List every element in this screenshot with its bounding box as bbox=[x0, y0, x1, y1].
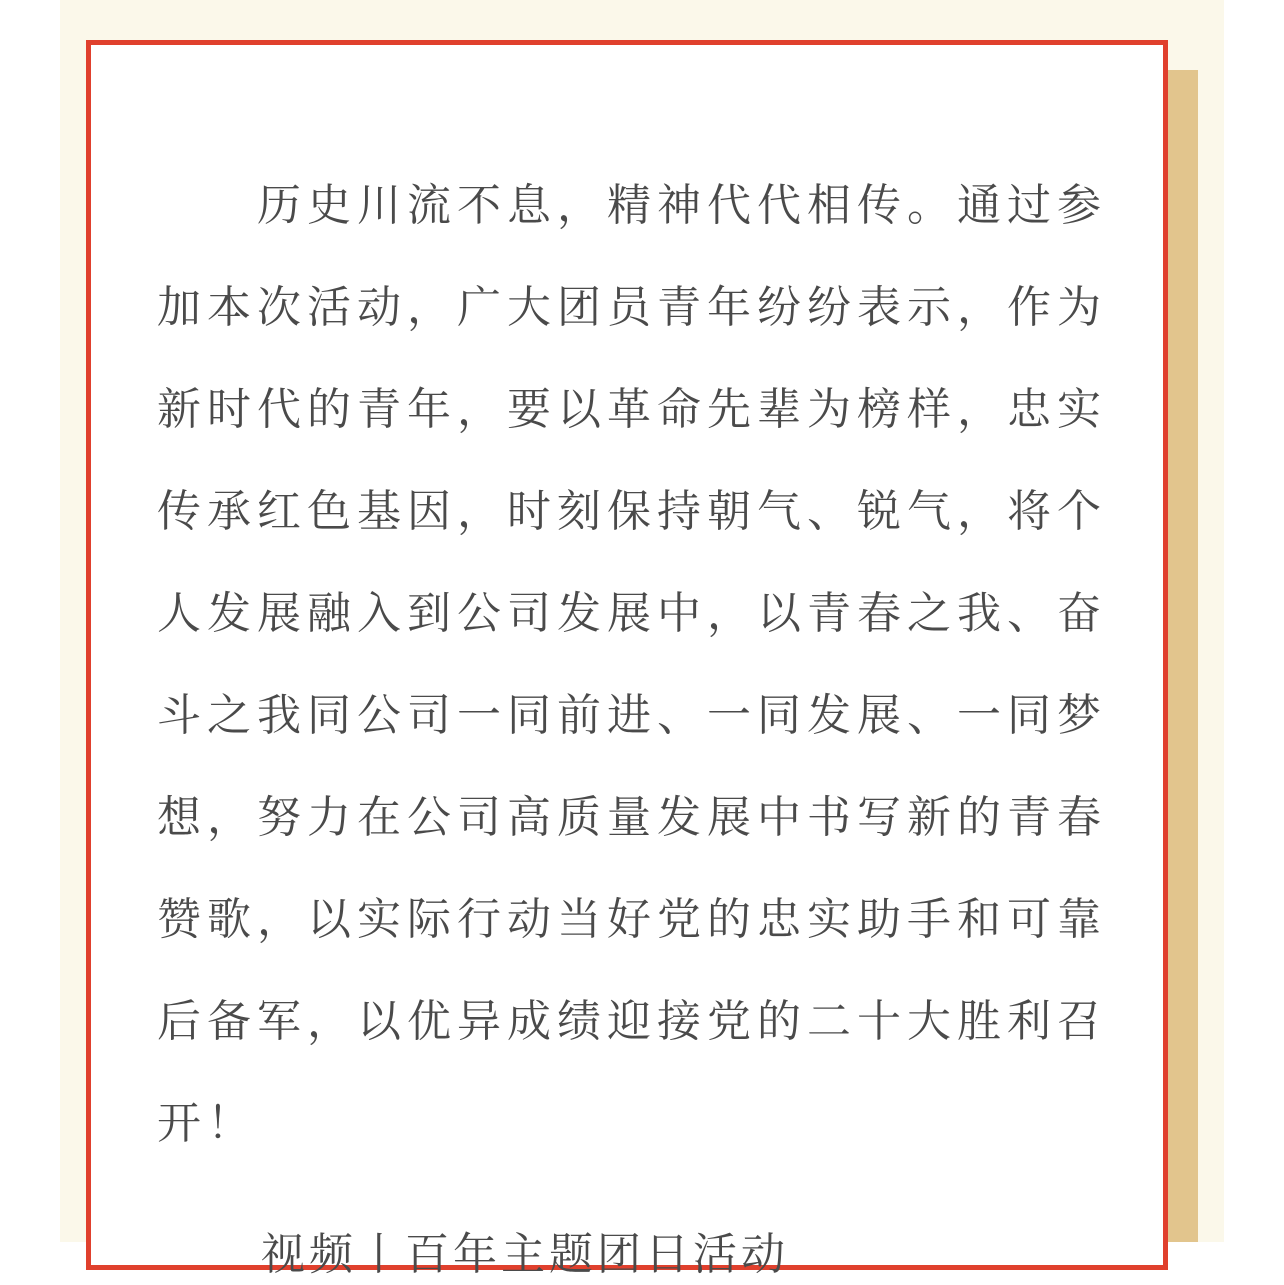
card-shadow-stripe bbox=[1166, 70, 1198, 1242]
article-card bbox=[86, 40, 1168, 1280]
article-paragraph: 历史川流不息，精神代代相传。通过参加本次活动，广大团员青年纷纷表示，作为新时代的青年，要以革命先辈为榜样，忠实传承红色基因，时刻保持朝气、锐气，将个人发展融入到公司发展中，以青春之我、奋斗之我同公司一同前进、一同发展、一同梦想，努力在公司高质量发展中书写新的青春赞歌，以实际行动当好党的忠实助手和可靠后备军，以优异成绩迎接党的二十大胜利召开！ bbox=[157, 180, 1107, 1149]
video-caption: 视频丨百年主题团日活动 bbox=[261, 1229, 789, 1280]
